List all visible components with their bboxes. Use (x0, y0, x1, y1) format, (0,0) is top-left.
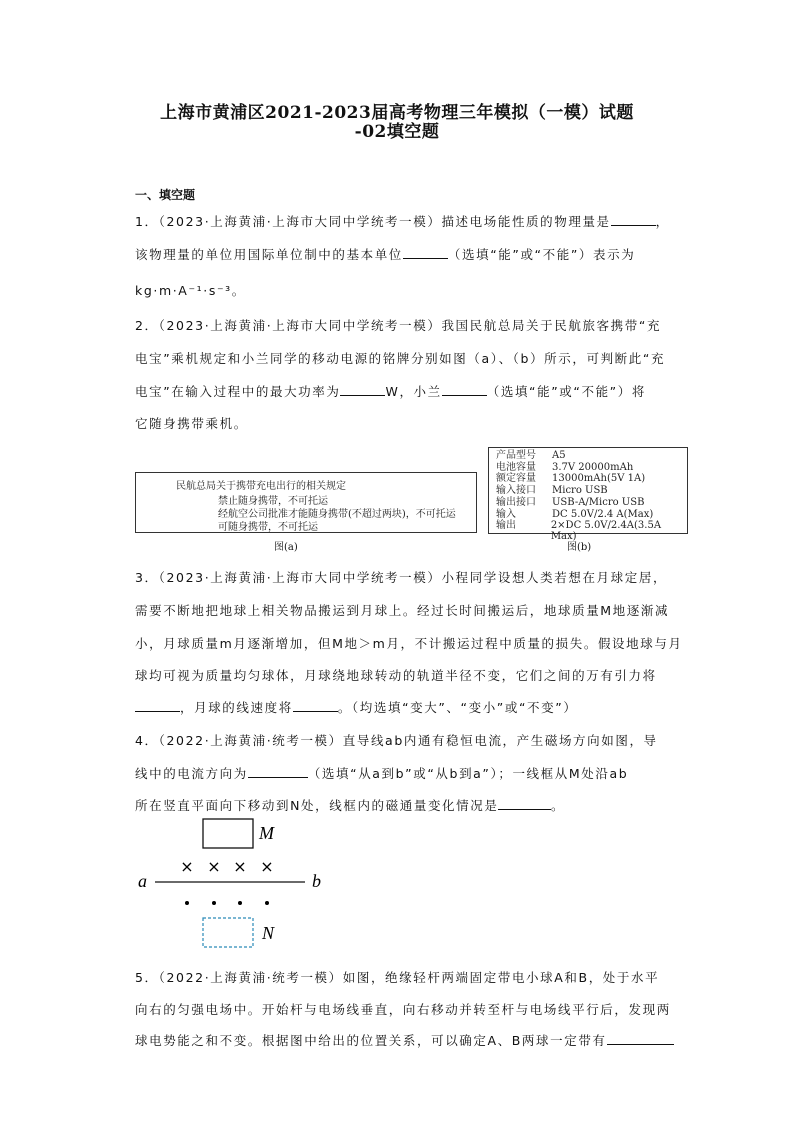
field-out-of-page-mark (265, 901, 269, 905)
frame-m (203, 819, 253, 848)
text-segment: 所在竖直平面向下移动到N处，线框内的磁通量变化情况是 (135, 798, 499, 813)
nameplate-key: 输出接口 (496, 496, 536, 508)
text-segment: 电宝”在输入过程中的最大功率为 (135, 384, 341, 399)
nameplate-key: 输入 (496, 508, 516, 520)
text-line (135, 349, 665, 367)
text-segment: 2．（2023·上海黄浦·上海市大同中学统考一模）我国民航总局关于民航旅客携带“充 (135, 318, 662, 333)
text-segment: 该物理量的单位用国际单位制中的基本单位 (135, 247, 403, 262)
text-line (135, 414, 248, 432)
document-title: 上海市黄浦区2021-2023届高考物理三年模拟（一模）试题 (160, 103, 634, 123)
section-heading: 一、填空题 (135, 188, 196, 202)
figure-a-rule: 经航空公司批准才能随身携带(不超过两块)，不可托运 (218, 509, 456, 520)
text-line (135, 698, 577, 716)
text-segment: 。（均选填“变大”、“变小”或“不变”） (337, 700, 578, 715)
nameplate-row (496, 473, 645, 484)
answer-blank[interactable] (340, 383, 385, 396)
nameplate-value: USB-A/Micro USB (552, 496, 645, 508)
text-segment: 向右的匀强电场中。开始杆与电场线垂直，向右移动并转至杆与电场线平行后，发现两 (135, 1002, 671, 1017)
nameplate-row (496, 450, 566, 461)
document-subtitle: -02填空题 (354, 122, 440, 142)
nameplate-value: 2×DC 5.0V/2.4A(3.5A Max) (550, 520, 662, 543)
text-segment: 线中的电流方向为 (135, 766, 248, 781)
text-line (135, 1000, 671, 1018)
text-segment: 球电势能之和不变。根据图中给出的位置关系，可以确定A、B两球一定带有 (135, 1033, 607, 1048)
nameplate-row (496, 462, 633, 473)
text-line (135, 968, 659, 986)
text-line (135, 382, 646, 400)
label-b: b (312, 871, 321, 891)
label-n: N (262, 923, 275, 943)
magnetic-field-diagram (135, 815, 335, 950)
text-line (135, 601, 669, 619)
text-segment: 。 (550, 798, 566, 813)
nameplate-row (496, 497, 644, 508)
nameplate-value: DC 5.0V/2.4 A(Max) (552, 508, 654, 520)
text-segment: ，月球的线速度将 (180, 700, 293, 715)
text-segment: 3．（2023·上海黄浦·上海市大同中学统考一模）小程同学设想人类若想在月球定居， (135, 570, 668, 585)
text-segment: （选填“从a到b”或“从b到a”）；一线框从M处沿ab (307, 766, 629, 781)
nameplate-row (496, 520, 687, 542)
text-segment: W，小兰 (385, 384, 442, 399)
field-into-page-mark: × (207, 857, 221, 876)
text-line (135, 764, 628, 782)
nameplate-row (496, 485, 608, 496)
text-line (135, 731, 658, 749)
answer-blank[interactable] (248, 765, 308, 778)
answer-blank[interactable] (135, 699, 180, 712)
text-line (135, 568, 667, 586)
text-segment: （选填“能”或“不能”）将 (486, 384, 646, 399)
nameplate-key: 产品型号 (496, 450, 536, 461)
text-line (135, 634, 683, 652)
answer-blank[interactable] (498, 797, 551, 810)
figure-b-caption: 图(b) (567, 542, 592, 553)
figure-a-rule: 可随身携带，不可托运 (218, 522, 318, 533)
nameplate-value: Micro USB (552, 485, 608, 497)
answer-blank[interactable] (403, 246, 448, 259)
nameplate-row (496, 509, 653, 520)
answer-blank[interactable] (611, 213, 656, 226)
text-line (135, 245, 635, 263)
figure-a-caption: 图(a) (274, 542, 298, 553)
field-into-page-mark: × (233, 857, 247, 876)
label-a: a (138, 871, 147, 891)
label-m: M (259, 823, 274, 843)
figure-a-regulations (135, 472, 477, 533)
text-segment: 需要不断地把地球上相关物品搬运到月球上。经过长时间搬运后，地球质量M地逐渐减 (135, 603, 670, 618)
nameplate-value: 13000mAh(5V 1A) (552, 473, 646, 485)
figure-b-nameplate (488, 447, 688, 543)
figure-a-title: 民航总局关于携带充电出行的相关规定 (176, 481, 346, 492)
wire-field-svg (135, 815, 335, 950)
text-segment: 5．（2022·上海黄浦·统考一模）如图，绝缘轻杆两端固定带电小球A和B，处于水平 (135, 970, 660, 985)
text-segment: 球均可视为质量均匀球体，月球绕地球转动的轨道半径不变，它们之间的万有引力将 (135, 668, 657, 683)
text-segment: 电宝”乘机规定和小兰同学的移动电源的铭牌分别如图（a）、（b）所示，可判断此“充 (135, 351, 666, 366)
field-out-of-page-mark (212, 901, 216, 905)
text-line (135, 316, 661, 334)
field-out-of-page-mark (185, 901, 189, 905)
frame-n (203, 918, 253, 947)
text-segment: ， (655, 214, 670, 229)
text-segment: （选填“能”或“不能”）表示为 (447, 247, 636, 262)
figure-a-rule: 禁止随身携带，不可托运 (218, 496, 328, 507)
text-segment: 它随身携带乘机。 (135, 416, 248, 431)
nameplate-key: 电池容量 (496, 461, 536, 473)
text-line (135, 1031, 674, 1049)
text-segment: 4．（2022·上海黄浦·统考一模）直导线ab内通有稳恒电流，产生磁场方向如图，导 (135, 733, 658, 748)
text-segment: 1．（2023·上海黄浦·上海市大同中学统考一模）描述电场能性质的物理量是 (135, 214, 611, 229)
text-line (135, 212, 670, 230)
field-into-page-mark: × (260, 857, 274, 876)
text-segment: kg·m·A⁻¹·s⁻³。 (135, 283, 246, 298)
field-out-of-page-mark (238, 901, 242, 905)
answer-blank[interactable] (607, 1032, 675, 1045)
nameplate-value: 3.7V 20000mAh (552, 461, 634, 473)
nameplate-key: 输入接口 (496, 485, 536, 497)
answer-blank[interactable] (442, 383, 487, 396)
text-segment: 小，月球质量m月逐渐增加，但M地＞m月，不计搬运过程中质量的损失。假设地球与月 (135, 636, 683, 651)
nameplate-key: 额定容量 (496, 473, 536, 485)
answer-blank[interactable] (293, 699, 338, 712)
nameplate-value: A5 (552, 450, 566, 461)
text-line (135, 666, 657, 684)
nameplate-key: 输出 (496, 520, 516, 532)
text-line (135, 281, 246, 299)
field-into-page-mark: × (180, 857, 194, 876)
text-line (135, 796, 565, 814)
